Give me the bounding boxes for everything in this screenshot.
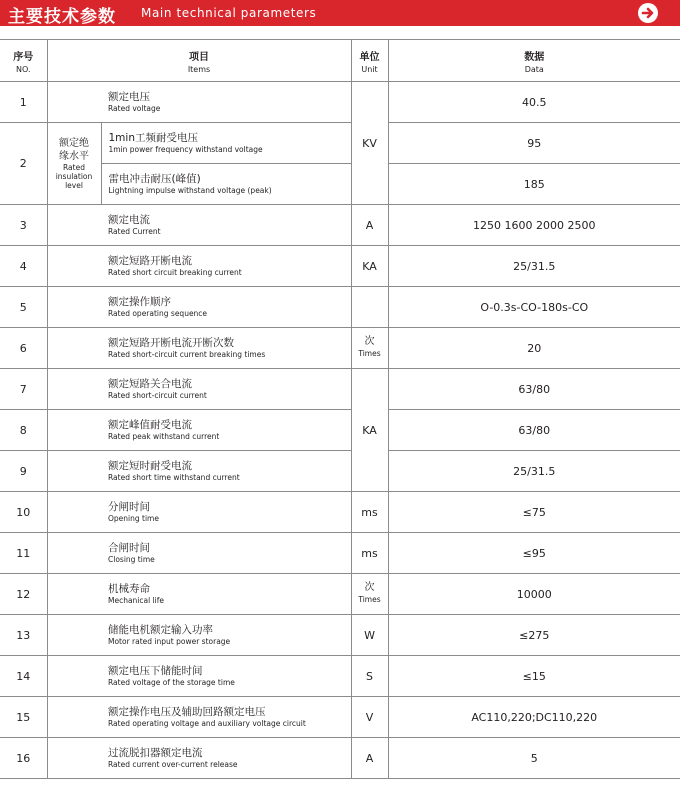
row-no: 2 — [0, 123, 47, 205]
row-no: 6 — [0, 328, 47, 369]
row-unit: 次 Times — [351, 328, 388, 369]
table-row — [0, 164, 680, 205]
parameters-table — [0, 39, 680, 779]
row-item: 雷电冲击耐压(峰值) Lightning impulse withstand voltage (peak) — [101, 164, 351, 205]
col-data-header: 数据 Data — [388, 40, 680, 82]
row-item: 机械寿命 Mechanical life — [101, 574, 351, 615]
table-row — [0, 533, 680, 574]
row-no: 11 — [0, 533, 47, 574]
row-item: 额定短路开断电流 Rated short circuit breaking current — [101, 246, 351, 287]
row-item: 额定电流 Rated Current — [101, 205, 351, 246]
row-data: 1250 1600 2000 2500 — [388, 205, 680, 246]
arrow-right-circle-icon[interactable] — [638, 3, 658, 23]
row-data: 40.5 — [388, 82, 680, 123]
row-no: 9 — [0, 451, 47, 492]
row-unit: V — [351, 697, 388, 738]
row-data: 63/80 — [388, 410, 680, 451]
row-item: 额定峰值耐受电流 Rated peak withstand current — [101, 410, 351, 451]
row-data: O-0.3s-CO-180s-CO — [388, 287, 680, 328]
row-unit: A — [351, 738, 388, 779]
table-row — [0, 492, 680, 533]
row-no: 4 — [0, 246, 47, 287]
row-no: 15 — [0, 697, 47, 738]
row-no: 14 — [0, 656, 47, 697]
table-row — [0, 656, 680, 697]
row-no: 13 — [0, 615, 47, 656]
row-item: 额定操作顺序 Rated operating sequence — [101, 287, 351, 328]
row-unit: KA — [351, 369, 388, 492]
row-item: 合闸时间 Closing time — [101, 533, 351, 574]
section-title-zh: 主要技术参数 — [8, 7, 116, 27]
row-no: 10 — [0, 492, 47, 533]
row-no: 8 — [0, 410, 47, 451]
row-unit: KV — [351, 82, 388, 205]
table-row — [0, 328, 680, 369]
row-unit — [351, 287, 388, 328]
row-unit: ms — [351, 533, 388, 574]
row-item: 额定操作电压及辅助回路额定电压 Rated operating voltage and auxiliary voltage circuit — [101, 697, 351, 738]
table-row — [0, 738, 680, 779]
row-unit: A — [351, 205, 388, 246]
row-data: 95 — [388, 123, 680, 164]
row-data: 185 — [388, 164, 680, 205]
row-data: 25/31.5 — [388, 246, 680, 287]
table-row — [0, 287, 680, 328]
row-item: 额定电压 Rated voltage — [101, 82, 351, 123]
row-no: 1 — [0, 82, 47, 123]
row-unit: 次 Times — [351, 574, 388, 615]
row-unit: W — [351, 615, 388, 656]
row-data: ≤95 — [388, 533, 680, 574]
row-data: AC110,220;DC110,220 — [388, 697, 680, 738]
row-item: 额定电压下储能时间 Rated voltage of the storage time — [101, 656, 351, 697]
table-row — [0, 451, 680, 492]
table-row — [0, 123, 680, 164]
section-header — [0, 0, 680, 26]
row-unit: KA — [351, 246, 388, 287]
table-row — [0, 574, 680, 615]
row-unit: S — [351, 656, 388, 697]
table-row — [0, 205, 680, 246]
row-no: 12 — [0, 574, 47, 615]
row-item: 额定短路开断电流开断次数 Rated short-circuit current breaking times — [101, 328, 351, 369]
table-header-row — [0, 40, 680, 82]
row-data: ≤15 — [388, 656, 680, 697]
section-title-en: Main technical parameters — [141, 6, 317, 20]
table-row — [0, 82, 680, 123]
row-item: 1min工频耐受电压 1min power frequency withstand voltage — [101, 123, 351, 164]
table-row — [0, 410, 680, 451]
row-no: 7 — [0, 369, 47, 410]
row-data: ≤75 — [388, 492, 680, 533]
col-items-header: 项目 Items — [47, 40, 351, 82]
row-item: 额定短时耐受电流 Rated short time withstand current — [101, 451, 351, 492]
row-item: 额定短路关合电流 Rated short-circuit current — [101, 369, 351, 410]
table-row — [0, 615, 680, 656]
table-row — [0, 369, 680, 410]
col-unit-header: 单位 Unit — [351, 40, 388, 82]
col-no-header: 序号 NO. — [0, 40, 47, 82]
table-row — [0, 697, 680, 738]
group-label-insulation: 额定绝 缘水平 Rated insulation level — [47, 123, 101, 205]
row-no: 5 — [0, 287, 47, 328]
row-data: ≤275 — [388, 615, 680, 656]
row-data: 63/80 — [388, 369, 680, 410]
row-item: 过流脱扣器额定电流 Rated current over-current release — [101, 738, 351, 779]
row-no: 16 — [0, 738, 47, 779]
table-row — [0, 246, 680, 287]
row-item: 储能电机额定输入功率 Motor rated input power storage — [101, 615, 351, 656]
row-data: 20 — [388, 328, 680, 369]
row-item: 分闸时间 Opening time — [101, 492, 351, 533]
row-data: 5 — [388, 738, 680, 779]
row-unit: ms — [351, 492, 388, 533]
row-data: 25/31.5 — [388, 451, 680, 492]
row-no: 3 — [0, 205, 47, 246]
row-data: 10000 — [388, 574, 680, 615]
